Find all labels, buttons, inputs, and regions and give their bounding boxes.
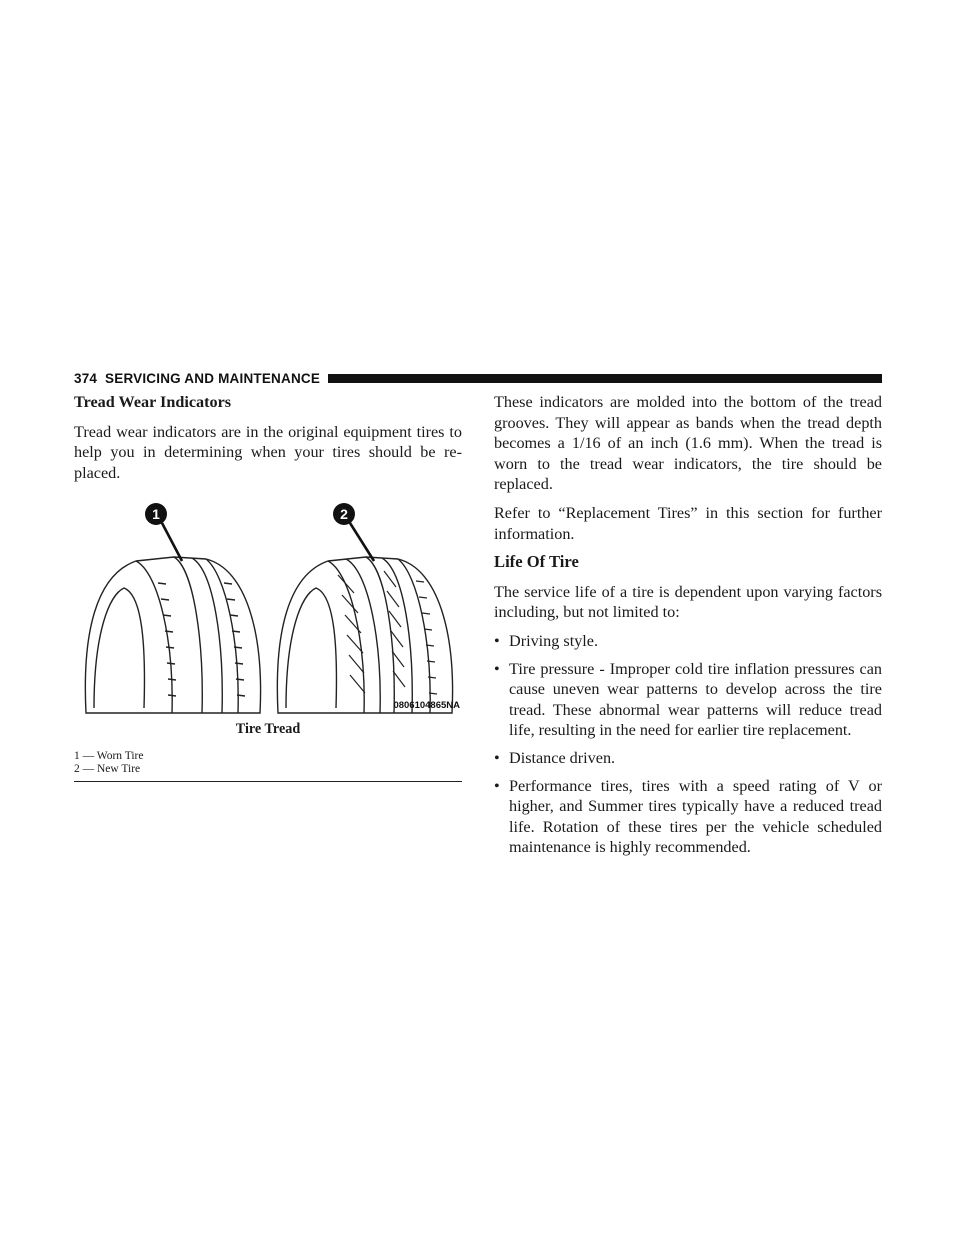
- worn-tire-drawing: [85, 557, 260, 713]
- list-item-text: Driving style.: [509, 631, 599, 650]
- new-tire-drawing: [277, 557, 452, 713]
- list-item-text: Distance driven.: [509, 748, 616, 767]
- figure-legend: [74, 750, 462, 776]
- callout-1-label: 1: [152, 506, 160, 523]
- legend-item: 1 — Worn Tire: [74, 749, 144, 762]
- left-column: [74, 392, 462, 782]
- intro-paragraph: Tread wear indicators are in the original equipment tires to help you in determining when your tires should be re- placed.: [74, 422, 462, 482]
- callout-2-label: 2: [340, 506, 348, 523]
- bullet-icon: •: [494, 631, 500, 650]
- section-heading: Tread Wear Indicators: [74, 393, 232, 411]
- bullet-icon: •: [494, 776, 500, 795]
- figure-caption: Tire Tread: [235, 721, 301, 738]
- legend-divider: [74, 781, 462, 782]
- list-item: [494, 631, 882, 652]
- bullet-icon: •: [494, 659, 500, 678]
- indicator-paragraph: These indicators are molded into the bottom of the tread grooves. They will appear as bands when the tread depth becomes a 1/16 of an inch (1.6 mm). When the tread is worn to the tread wear indicators, the tire should be replaced.: [494, 393, 882, 494]
- page-number: 374: [74, 370, 98, 386]
- header-rule: [328, 374, 882, 383]
- factor-list: [494, 631, 882, 858]
- tire-tread-figure: [74, 503, 462, 729]
- header-text: [74, 371, 328, 386]
- callout-1-leader: [162, 523, 182, 561]
- list-item: [494, 748, 882, 769]
- figure-code: 0806104865NA: [393, 700, 460, 712]
- list-item: [494, 776, 882, 858]
- list-item-text: Performance tires, tires with a speed rating of V or higher, and Summer tires typically have a reduced tread life. Rotation of these tires per the vehicle scheduled maintenance is highly recommended.: [509, 776, 882, 857]
- callout-2-leader: [350, 523, 374, 561]
- legend-item: 2 — New Tire: [74, 762, 141, 775]
- service-life-paragraph: The service life of a tire is dependent upon varying factors including, but not limited to:: [494, 582, 882, 622]
- section-heading: Life Of Tire: [494, 552, 579, 572]
- refer-paragraph: Refer to “Replacement Tires” in this section for further information.: [494, 503, 882, 543]
- bullet-icon: •: [494, 748, 500, 767]
- right-column: [494, 392, 882, 865]
- page-header: [74, 369, 882, 387]
- list-item-text: Tire pressure - Improper cold tire inflation pressures can cause uneven wear patterns to develop across the tire tread. These abnormal wear patterns will reduce tread life, resulting in the need for earlier tire replacement.: [509, 659, 882, 740]
- list-item: [494, 659, 882, 741]
- section-title: SERVICING AND MAINTENANCE: [105, 370, 321, 386]
